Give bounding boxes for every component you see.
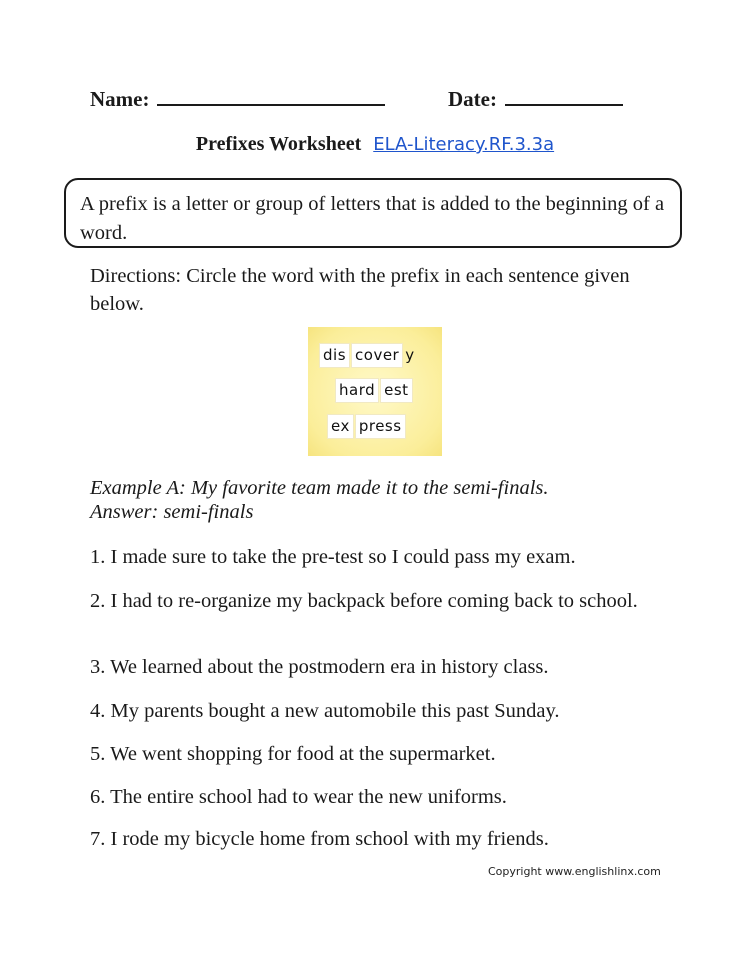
question-item: 5. We went shopping for food at the supermarket. bbox=[90, 743, 496, 765]
question-item: 1. I made sure to take the pre-test so I could pass my exam. bbox=[90, 546, 576, 568]
definition-text: A prefix is a letter or group of letters that is added to the beginning of a word. bbox=[80, 193, 665, 244]
name-blank-line[interactable] bbox=[157, 86, 385, 106]
question-item: 6. The entire school had to wear the new uniforms. bbox=[90, 786, 507, 808]
date-blank-line[interactable] bbox=[505, 86, 623, 106]
standard-link[interactable]: ELA-Literacy.RF.3.3a bbox=[373, 134, 555, 155]
name-field bbox=[90, 86, 385, 112]
word-tile: press bbox=[356, 415, 405, 438]
question-item: 4. My parents bought a new automobile this past Sunday. bbox=[90, 700, 560, 722]
name-label: Name: bbox=[90, 87, 150, 111]
question-item: 3. We learned about the postmodern era in history class. bbox=[90, 656, 549, 678]
tile-row-3 bbox=[328, 415, 405, 438]
example-block bbox=[90, 476, 690, 524]
worksheet-title: Prefixes Worksheet bbox=[195, 133, 362, 155]
date-label: Date: bbox=[448, 87, 497, 111]
example-answer: Answer: semi-finals bbox=[90, 501, 254, 523]
copyright-notice: Copyright www.englishlinx.com bbox=[488, 865, 661, 878]
word-tile: y bbox=[405, 346, 415, 364]
word-tile: dis bbox=[320, 344, 349, 367]
tile-row-1 bbox=[320, 344, 415, 367]
question-item: 7. I rode my bicycle home from school with my friends. bbox=[90, 828, 549, 850]
word-tile: ex bbox=[328, 415, 353, 438]
question-item: 2. I had to re-organize my backpack before coming back to school. bbox=[90, 590, 638, 612]
directions-text: Directions: Circle the word with the prefix in each sentence given below. bbox=[90, 265, 630, 315]
example-sentence: Example A: My favorite team made it to the semi-finals. bbox=[90, 477, 549, 499]
definition-box bbox=[64, 178, 682, 248]
word-tile: hard bbox=[336, 379, 378, 402]
date-field bbox=[448, 86, 623, 112]
title-row bbox=[0, 133, 750, 156]
word-tiles-illustration bbox=[308, 327, 442, 456]
word-tile: cover bbox=[352, 344, 402, 367]
word-tile: est bbox=[381, 379, 411, 402]
tile-row-2 bbox=[336, 379, 412, 402]
